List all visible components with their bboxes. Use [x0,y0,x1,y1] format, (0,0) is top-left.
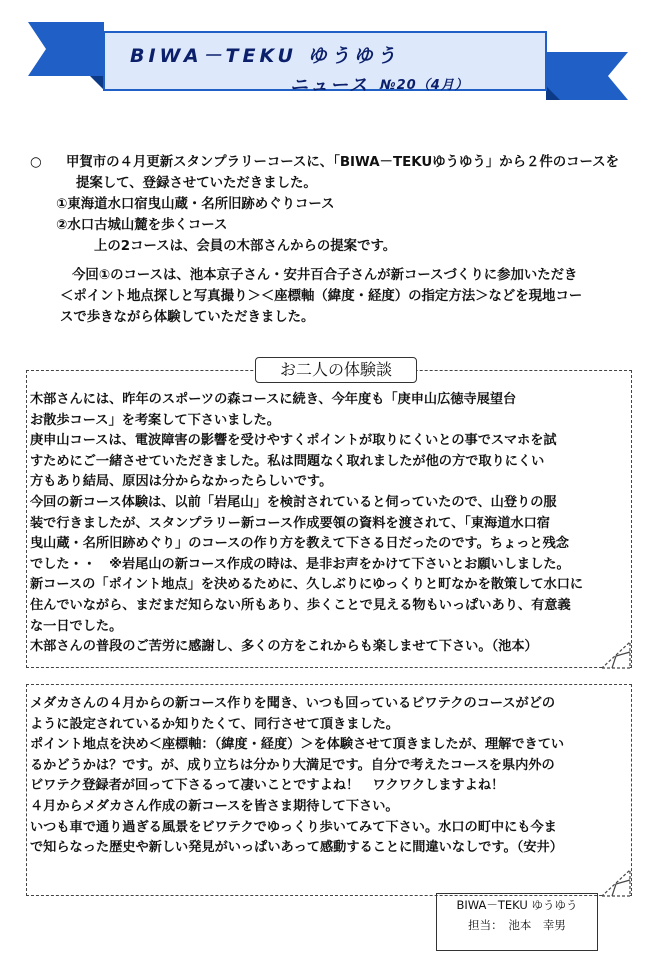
footer-org: BIWA－TEKU ゆうゆう [456,898,578,912]
text-line: な一日でした。 [30,618,123,634]
text-line: いつも車で通り過ぎる風景をビワテクでゆっくり歩いてみて下さい。水口の町中にも今ま [30,819,557,835]
text-line: ポイント地点を決め＜座標軸：（緯度・経度）＞を体験させて頂きましたが、理解できてい [30,737,565,753]
contact-box [436,893,598,951]
text-line: 新コースの「ポイント地点」を決めるために、久しぶりにゆっくりと町なかを散策して水口に [30,577,584,593]
page-fold-icon [602,642,634,670]
text-line: 庚申山コースは、電波障害の影響を受けやすくポイントが取りにくいとの事でスマホを試 [30,433,557,449]
text-line: 住んでいながら、まだまだ知らない所もあり、歩くことで見える物もいっぱいあり、有意義 [30,597,571,613]
text-line: 曳山蔵・名所旧跡めぐり」のコースの作り方を教えて下さる日だったのです。ちょっと残念 [30,536,569,552]
text-line: ように設定されているか知りたくて、同行させて頂きました。 [30,716,399,732]
testimonial-text-1 [30,390,583,658]
text-line: メダカさんの４月からの新コース作りを聞き、いつも回っているビワテクのコースがどの [30,696,556,711]
text-line: ビワテク登録者が回って下さるって凄いことですよね！ ワクワクしますよね！ [30,778,505,794]
text-line: 木部さんの普段のご苦労に感謝し、多くの方をこれからも楽しませて下さい。（池本） [30,639,538,655]
issue-number: №20（4月） [380,78,469,93]
circle-bullet-icon: ○ [30,155,42,170]
text-line: ４月からメダカさん作成の新コースを皆さま期待して下さい。 [30,798,399,814]
text-line: すためにご一緒させていただきました。私は問題なく取れましたが他の方で取りにくい [30,453,545,469]
footer-contact: 担当： 池本 幸男 [468,918,566,932]
intro-line: ①東海道水口宿曳山蔵・名所旧跡めぐりコース [56,197,335,212]
intro-line: 今回①のコースは、池本京子さん・安井百合子さんが新コースづくりに参加いただき [72,268,578,283]
intro-line: 甲賀市の４月更新スタンプラリーコースに、「BIWA－TEKUゆうゆう」から２件のコースを [66,155,620,170]
text-line: で知らなった歴史や新しい発見がいっぱいあって感動することに間違いなしです。（安井） [30,840,563,856]
text-line: でした・・ ※岩尾山の新コース作成の時は、是非お声をかけて下さいとお願いしました。 [30,556,570,572]
intro-line: スで歩きながら体験していただきました。 [60,310,315,325]
text-line: 方もあり結局、原因は分からなかったらしいです。 [30,474,333,490]
newsletter-title: BIWA－TEKU ゆうゆう [130,45,400,67]
text-line: るかどうかは？です。が、成り立ちは分かり大満足です。自分で考えたコースを県内外の [30,757,555,773]
intro-line: 提案して、登録させていただきました。 [76,176,317,191]
text-line: 木部さんには、昨年のスポーツの森コースに続き、今年度も「庚申山広徳寺展望台 [30,392,517,407]
text-line: お散歩コース」を考案して下さいました。 [30,412,280,428]
intro-line: 上の2コースは、会員の木部さんからの提案です。 [94,239,397,254]
newsletter-subtitle: ニュース [290,75,370,96]
page-fold-icon [602,870,634,898]
intro-section [30,152,630,328]
intro-line: ＜ポイント地点探しと写真撮り＞＜座標軸（緯度・経度）の指定方法＞などを現地コー [60,289,583,304]
testimonial-text-2 [30,694,564,859]
text-line: 今回の新コース体験は、以前「岩尾山」を検討されていると伺っていたので、山登りの服 [30,494,557,510]
section-label: お二人の体験談 [255,357,417,383]
text-line: 装で行きましたが、スタンプラリー新コース作成要領の資料を渡されて、「東海道水口宿 [30,515,550,531]
intro-line: ②水口古城山麓を歩くコース [56,218,228,233]
